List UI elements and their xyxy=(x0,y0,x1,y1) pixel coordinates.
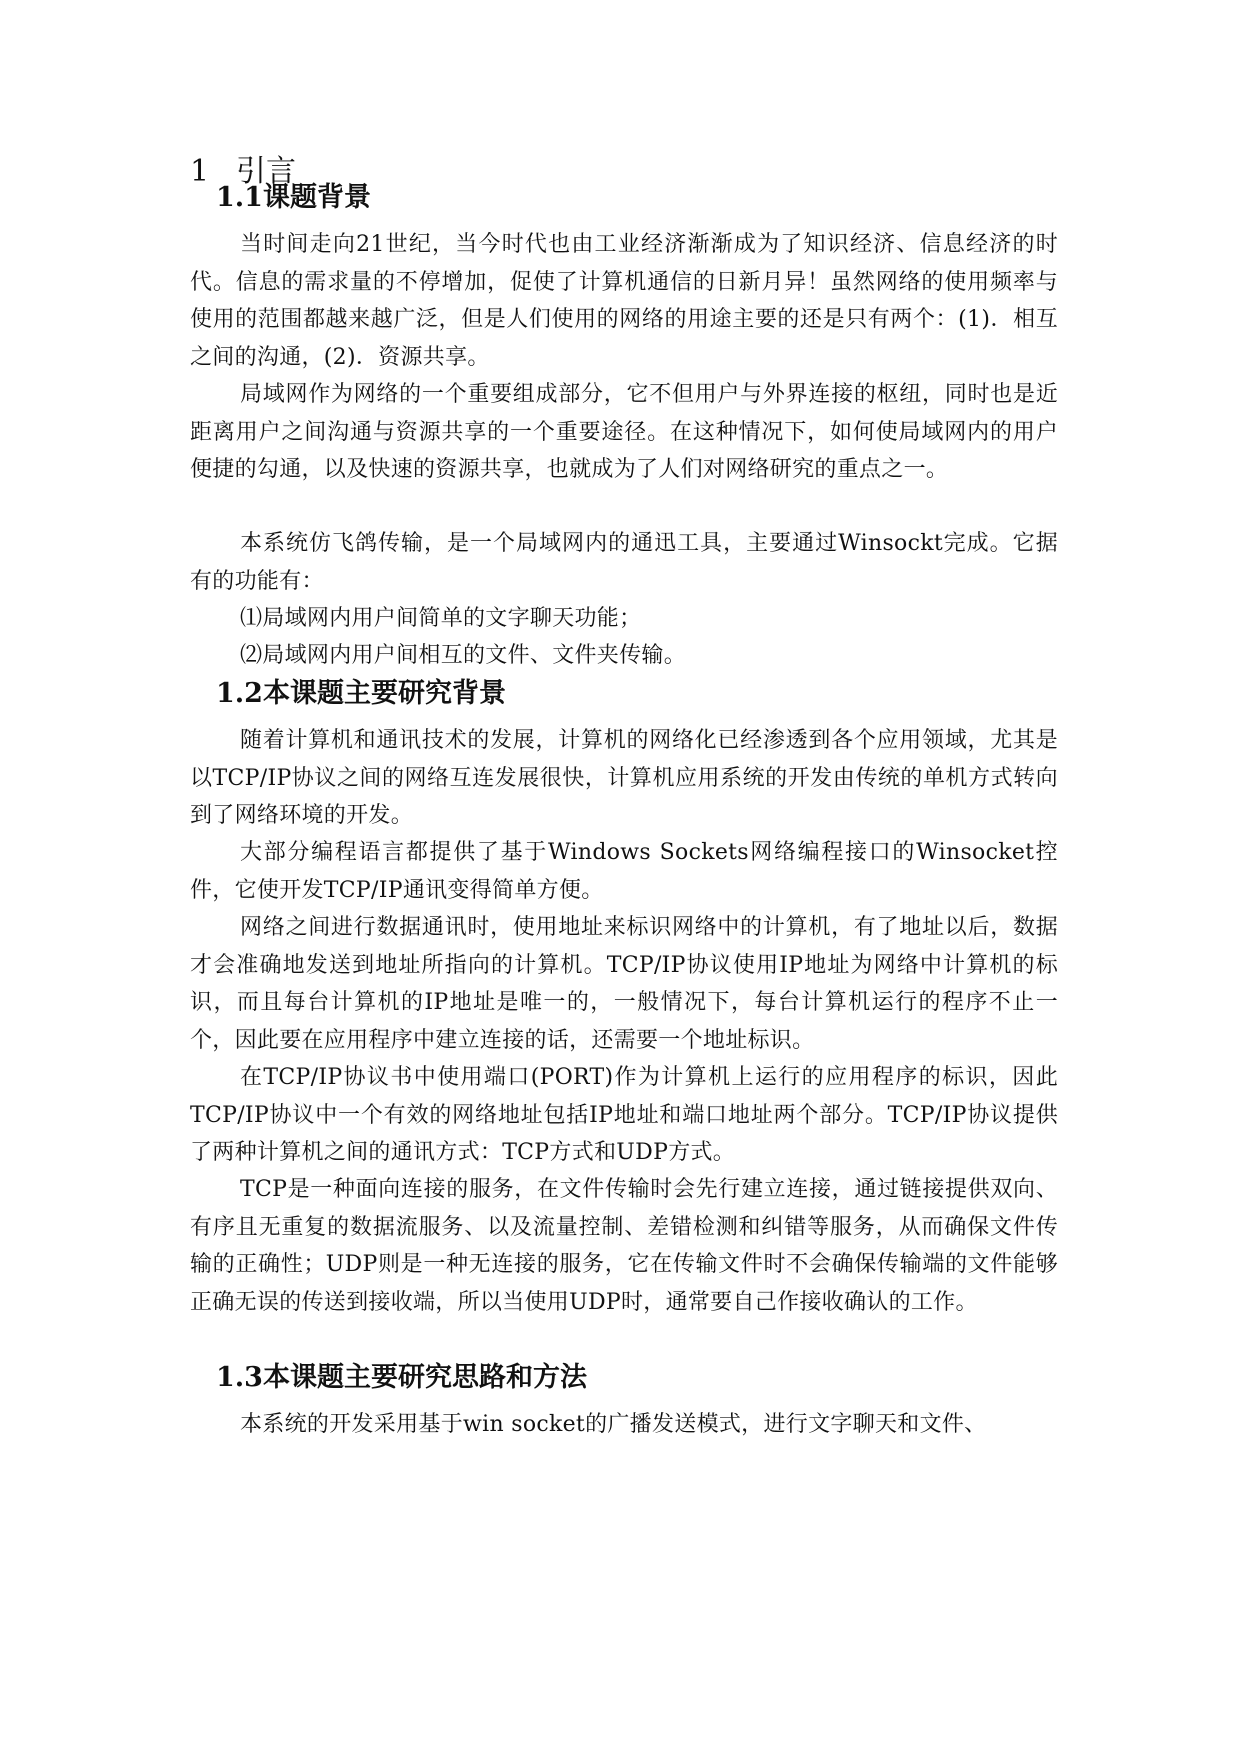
paragraph-1-1-a: 当时间走向21世纪，当今时代也由工业经济渐渐成为了知识经济、信息经济的时代。信息的需求量的不停增加，促使了计算机通信的日新月异！虽然网络的使用频率与使用的范围都越来越广泛，但是人们使用的网络的用途主要的还是只有两个：(1)．相互之间的沟通，(2)．资源共享。 xyxy=(190,232,1058,370)
paragraph-1-1-c: 本系统仿飞鸽传输，是一个局域网内的通迅工具，主要通过Winsockt完成。它据有的功能有： xyxy=(190,531,1058,594)
paragraph-1-2-a: 随着计算机和通讯技术的发展，计算机的网络化已经渗透到各个应用领域，尤其是以TCP/IP协议之间的网络互连发展很快，计算机应用系统的开发由传统的单机方式转向到了网络环境的开发。 xyxy=(190,728,1058,828)
paragraph-1-2-b: 大部分编程语言都提供了基于Windows Sockets网络编程接口的Winsocket控件，它使开发TCP/IP通讯变得简单方便。 xyxy=(190,840,1058,903)
paragraph-1-2-c: 网络之间进行数据通讯时，使用地址来标识网络中的计算机，有了地址以后，数据才会准确地发送到地址所指向的计算机。TCP/IP协议使用IP地址为网络中计算机的标识，而且每台计算机的IP地址是唯一的，一般情况下，每台计算机运行的程序不止一个，因此要在应用程序中建立连接的话，还需要一个地址标识。 xyxy=(190,915,1058,1053)
document-page xyxy=(190,0,1058,1754)
section-title-1-1: 1.1课题背景 xyxy=(216,182,371,213)
list-item-1: ⑴局域网内用户间简单的文字聊天功能； xyxy=(240,606,642,631)
section-title-1-2: 1.2本课题主要研究背景 xyxy=(216,678,506,709)
paragraph-1-3-a: 本系统的开发采用基于win socket的广播发送模式，进行文字聊天和文件、 xyxy=(240,1412,987,1437)
paragraph-1-1-b: 局域网作为网络的一个重要组成部分，它不但用户与外界连接的枢纽，同时也是近距离用户之间沟通与资源共享的一个重要途径。在这种情况下，如何使局域网内的用户便捷的勾通，以及快速的资源共享，也就成为了人们对网络研究的重点之一。 xyxy=(190,382,1058,482)
paragraph-1-2-e: TCP是一种面向连接的服务，在文件传输时会先行建立连接，通过链接提供双向、有序且无重复的数据流服务、以及流量控制、差错检测和纠错等服务，从而确保文件传输的正确性；UDP则是一种无连接的服务，它在传输文件时不会确保传输端的文件能够正确无误的传送到接收端，所以当使用UDP时，通常要自己作接收确认的工作。 xyxy=(190,1177,1058,1315)
chapter-number: 1 xyxy=(190,154,210,189)
paragraph-1-2-d: 在TCP/IP协议书中使用端口(PORT)作为计算机上运行的应用程序的标识，因此TCP/IP协议中一个有效的网络地址包括IP地址和端口地址两个部分。TCP/IP协议提供了两种计算机之间的通讯方式：TCP方式和UDP方式。 xyxy=(190,1065,1058,1165)
list-item-2: ⑵局域网内用户间相互的文件、文件夹传输。 xyxy=(240,643,687,668)
chapter-title-text: 引言 xyxy=(236,154,296,189)
section-title-1-3: 1.3本课题主要研究思路和方法 xyxy=(216,1362,587,1393)
